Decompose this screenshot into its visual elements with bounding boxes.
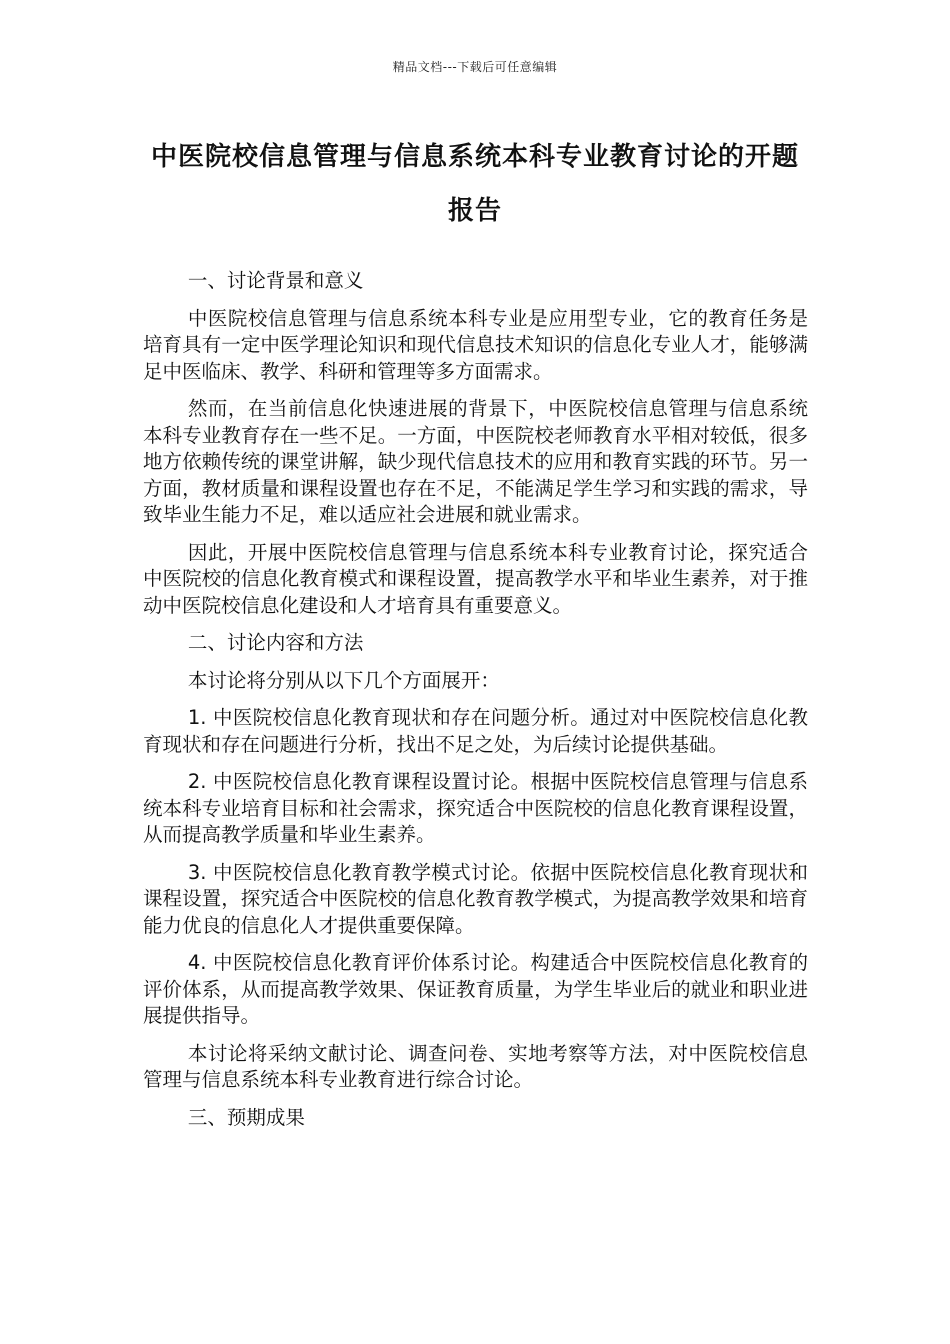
document-body — [143, 268, 808, 1142]
paragraph: 本讨论将采纳文献讨论、调查问卷、实地考察等方法，对中医院校信息管理与信息系统本科专业教育进行综合讨论。 — [143, 1041, 808, 1091]
header-note: 精品文档---下载后可任意编辑 — [392, 60, 558, 74]
section-heading-1: 一、讨论背景和意义 — [187, 269, 364, 292]
list-item: 1. 中医院校信息化教育现状和存在问题分析。通过对中医院校信息化教育现状和存在问题进行分析，找出不足之处，为后续讨论提供基础。 — [143, 706, 808, 756]
list-item: 4. 中医院校信息化教育评价体系讨论。构建适合中医院校信息化教育的评价体系，从而提高教学效果、保证教育质量，为学生毕业后的就业和职业进展提供指导。 — [143, 951, 808, 1027]
document-title: 中医院校信息管理与信息系统本科专业教育讨论的开题报告 — [150, 142, 799, 226]
paragraph: 因此，开展中医院校信息管理与信息系统本科专业教育讨论，探究适合中医院校的信息化教育模式和课程设置，提高教学水平和毕业生素养，对于推动中医院校信息化建设和人才培育具有重要意义。 — [143, 540, 808, 617]
paragraph: 本讨论将分别从以下几个方面展开： — [187, 668, 500, 692]
paragraph: 然而，在当前信息化快速进展的背景下，中医院校信息管理与信息系统本科专业教育存在一些不足。一方面，中医院校老师教育水平相对较低，很多地方依赖传统的课堂讲解，缺少现代信息技术的应用和教育实践的环节。另一方面，教材质量和课程设置也存在不足，不能满足学生学习和实践的需求，导致毕业生能力不足，难以适应社会进展和就业需求。 — [143, 397, 808, 526]
list-item: 2. 中医院校信息化教育课程设置讨论。根据中医院校信息管理与信息系统本科专业培育目标和社会需求，探究适合中医院校的信息化教育课程设置，从而提高教学质量和毕业生素养。 — [143, 770, 808, 846]
paragraph: 中医院校信息管理与信息系统本科专业是应用型专业，它的教育任务是培育具有一定中医学理论知识和现代信息技术知识的信息化专业人才，能够满足中医临床、教学、科研和管理等多方面需求。 — [143, 306, 808, 383]
list-item: 3. 中医院校信息化教育教学模式讨论。依据中医院校信息化教育现状和课程设置，探究适合中医院校的信息化教育教学模式，为提高教学效果和培育能力优良的信息化人才提供重要保障。 — [143, 860, 808, 937]
section-heading-3: 三、预期成果 — [187, 1105, 305, 1129]
section-heading-2: 二、讨论内容和方法 — [187, 631, 364, 654]
